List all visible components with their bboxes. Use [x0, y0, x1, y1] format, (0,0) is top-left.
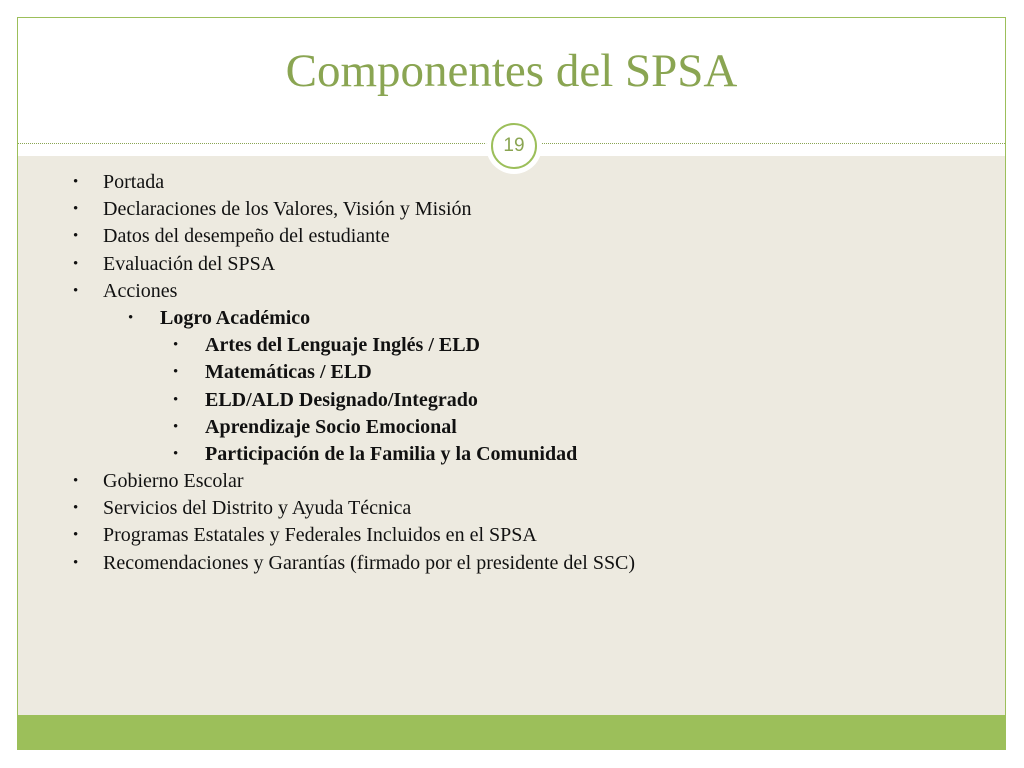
list-item: [18, 468, 1005, 495]
bullet-icon: •: [73, 500, 79, 517]
bullet-icon: •: [73, 282, 79, 299]
sub-sub-list-item-label: Artes del Lenguaje Inglés / ELD: [205, 334, 480, 357]
page-number-badge: 19: [491, 123, 537, 169]
list-item-label: Acciones: [103, 279, 178, 302]
list-item: [18, 550, 1005, 577]
sub-sub-list-item: [18, 359, 1005, 386]
bullet-icon: •: [173, 418, 179, 435]
bullet-icon: •: [173, 391, 179, 408]
bullet-icon: •: [173, 445, 179, 462]
bullet-icon: •: [73, 255, 79, 272]
bullet-icon: •: [173, 364, 179, 381]
list-item: [18, 495, 1005, 522]
bullet-list: [18, 169, 1005, 577]
sub-sub-list-item: [18, 387, 1005, 414]
list-item: [18, 223, 1005, 250]
bullet-icon: •: [73, 554, 79, 571]
bullet-icon: •: [73, 473, 79, 490]
slide: [17, 17, 1006, 750]
list-item-label: Evaluación del SPSA: [103, 252, 276, 275]
sub-sub-list-item-label: Matemáticas / ELD: [205, 361, 372, 384]
bullet-icon: •: [73, 201, 79, 218]
list-item: [18, 169, 1005, 196]
list-item: [18, 196, 1005, 223]
sub-sub-list-item-label: Aprendizaje Socio Emocional: [205, 415, 457, 438]
list-item-label: Portada: [103, 171, 165, 193]
list-item-label: Servicios del Distrito y Ayuda Técnica: [103, 497, 412, 520]
list-item: [18, 522, 1005, 549]
sub-sub-list-item: [18, 414, 1005, 441]
footer-bar: [18, 715, 1005, 749]
bullet-icon: •: [73, 527, 79, 544]
slide-title: Componentes del SPSA: [285, 45, 738, 97]
sub-sub-list-item-label: Participación de la Familia y la Comunidad: [205, 442, 578, 465]
list-item-label: Programas Estatales y Federales Incluidos en el SPSA: [103, 524, 537, 547]
bullet-icon: •: [73, 174, 79, 190]
bullet-icon: •: [128, 309, 134, 326]
sub-sub-list-item: [18, 332, 1005, 359]
sub-list-item: [18, 305, 1005, 332]
bullet-icon: •: [173, 337, 179, 354]
list-item: [18, 278, 1005, 305]
sub-sub-list-item: [18, 441, 1005, 468]
list-item-label: Gobierno Escolar: [103, 470, 244, 493]
list-item-label: Recomendaciones y Garantías (firmado por el presidente del SSC): [103, 551, 636, 574]
list-item-label: Declaraciones de los Valores, Visión y Misión: [103, 198, 472, 221]
list-item-label: Datos del desempeño del estudiante: [103, 225, 390, 248]
list-item: [18, 251, 1005, 278]
sub-list-item-label: Logro Académico: [160, 306, 311, 329]
sub-sub-list-item-label: ELD/ALD Designado/Integrado: [205, 388, 478, 411]
bullet-icon: •: [73, 228, 79, 245]
